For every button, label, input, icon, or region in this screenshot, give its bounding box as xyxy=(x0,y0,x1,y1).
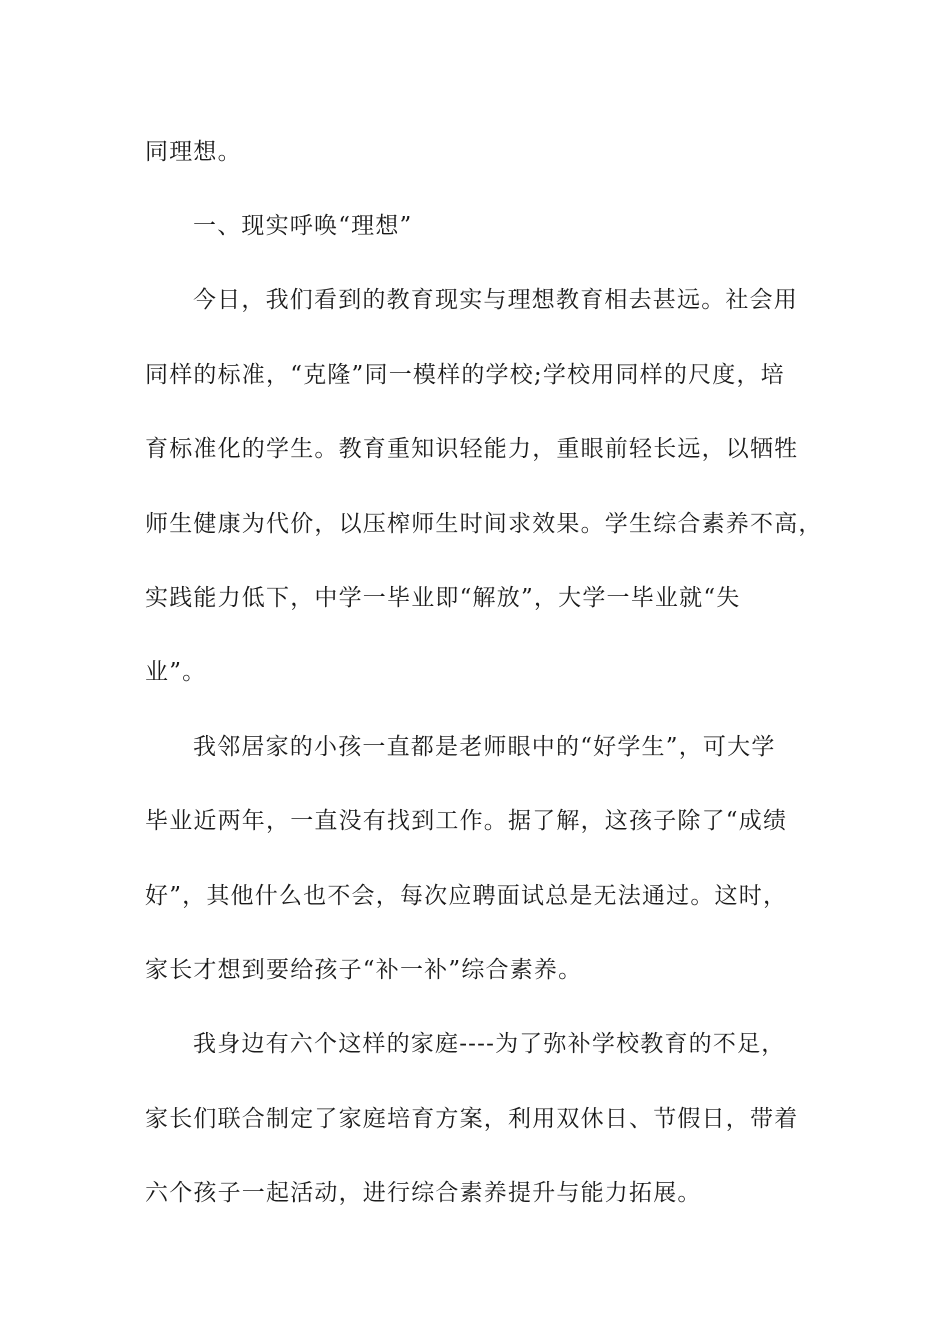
paragraph-3-line-2: 家长们联合制定了家庭培育方案，利用双休日、节假日，带着 xyxy=(145,1106,799,1132)
paragraph-2-line-2: 毕业近两年，一直没有找到工作。据了解，这孩子除了“成绩 xyxy=(145,808,788,834)
paragraph-1-line-6: 业”。 xyxy=(145,659,207,685)
paragraph-1-line-3: 育标准化的学生。教育重知识轻能力，重眼前轻长远，以牺牲 xyxy=(145,436,799,462)
section-heading: 一、现实呼唤“理想” xyxy=(193,213,413,239)
paragraph-3-line-3: 六个孩子一起活动，进行综合素养提升与能力拓展。 xyxy=(145,1180,702,1206)
paragraph-1-line-2: 同样的标准，“克隆”同一模样的学校;学校用同样的尺度，培 xyxy=(145,362,785,388)
paragraph-2-line-4: 家长才想到要给孩子“补一补”综合素养。 xyxy=(145,957,583,983)
paragraph-1-line-5: 实践能力低下，中学一毕业即“解放”，大学一毕业就“失 xyxy=(145,585,741,611)
paragraph-3-line-1: 我身边有六个这样的家庭----为了弥补学校教育的不足， xyxy=(193,1031,786,1057)
paragraph-2-line-1: 我邻居家的小孩一直都是老师眼中的“好学生”，可大学 xyxy=(193,734,776,760)
paragraph-2-line-3: 好”，其他什么也不会，每次应聘面试总是无法通过。这时， xyxy=(145,883,788,909)
paragraph-continuation-line: 同理想。 xyxy=(145,139,242,165)
paragraph-1-line-4: 师生健康为代价，以压榨师生时间求效果。学生综合素养不高， xyxy=(145,511,823,537)
paragraph-1-line-1: 今日，我们看到的教育现实与理想教育相去甚远。社会用 xyxy=(193,287,798,313)
